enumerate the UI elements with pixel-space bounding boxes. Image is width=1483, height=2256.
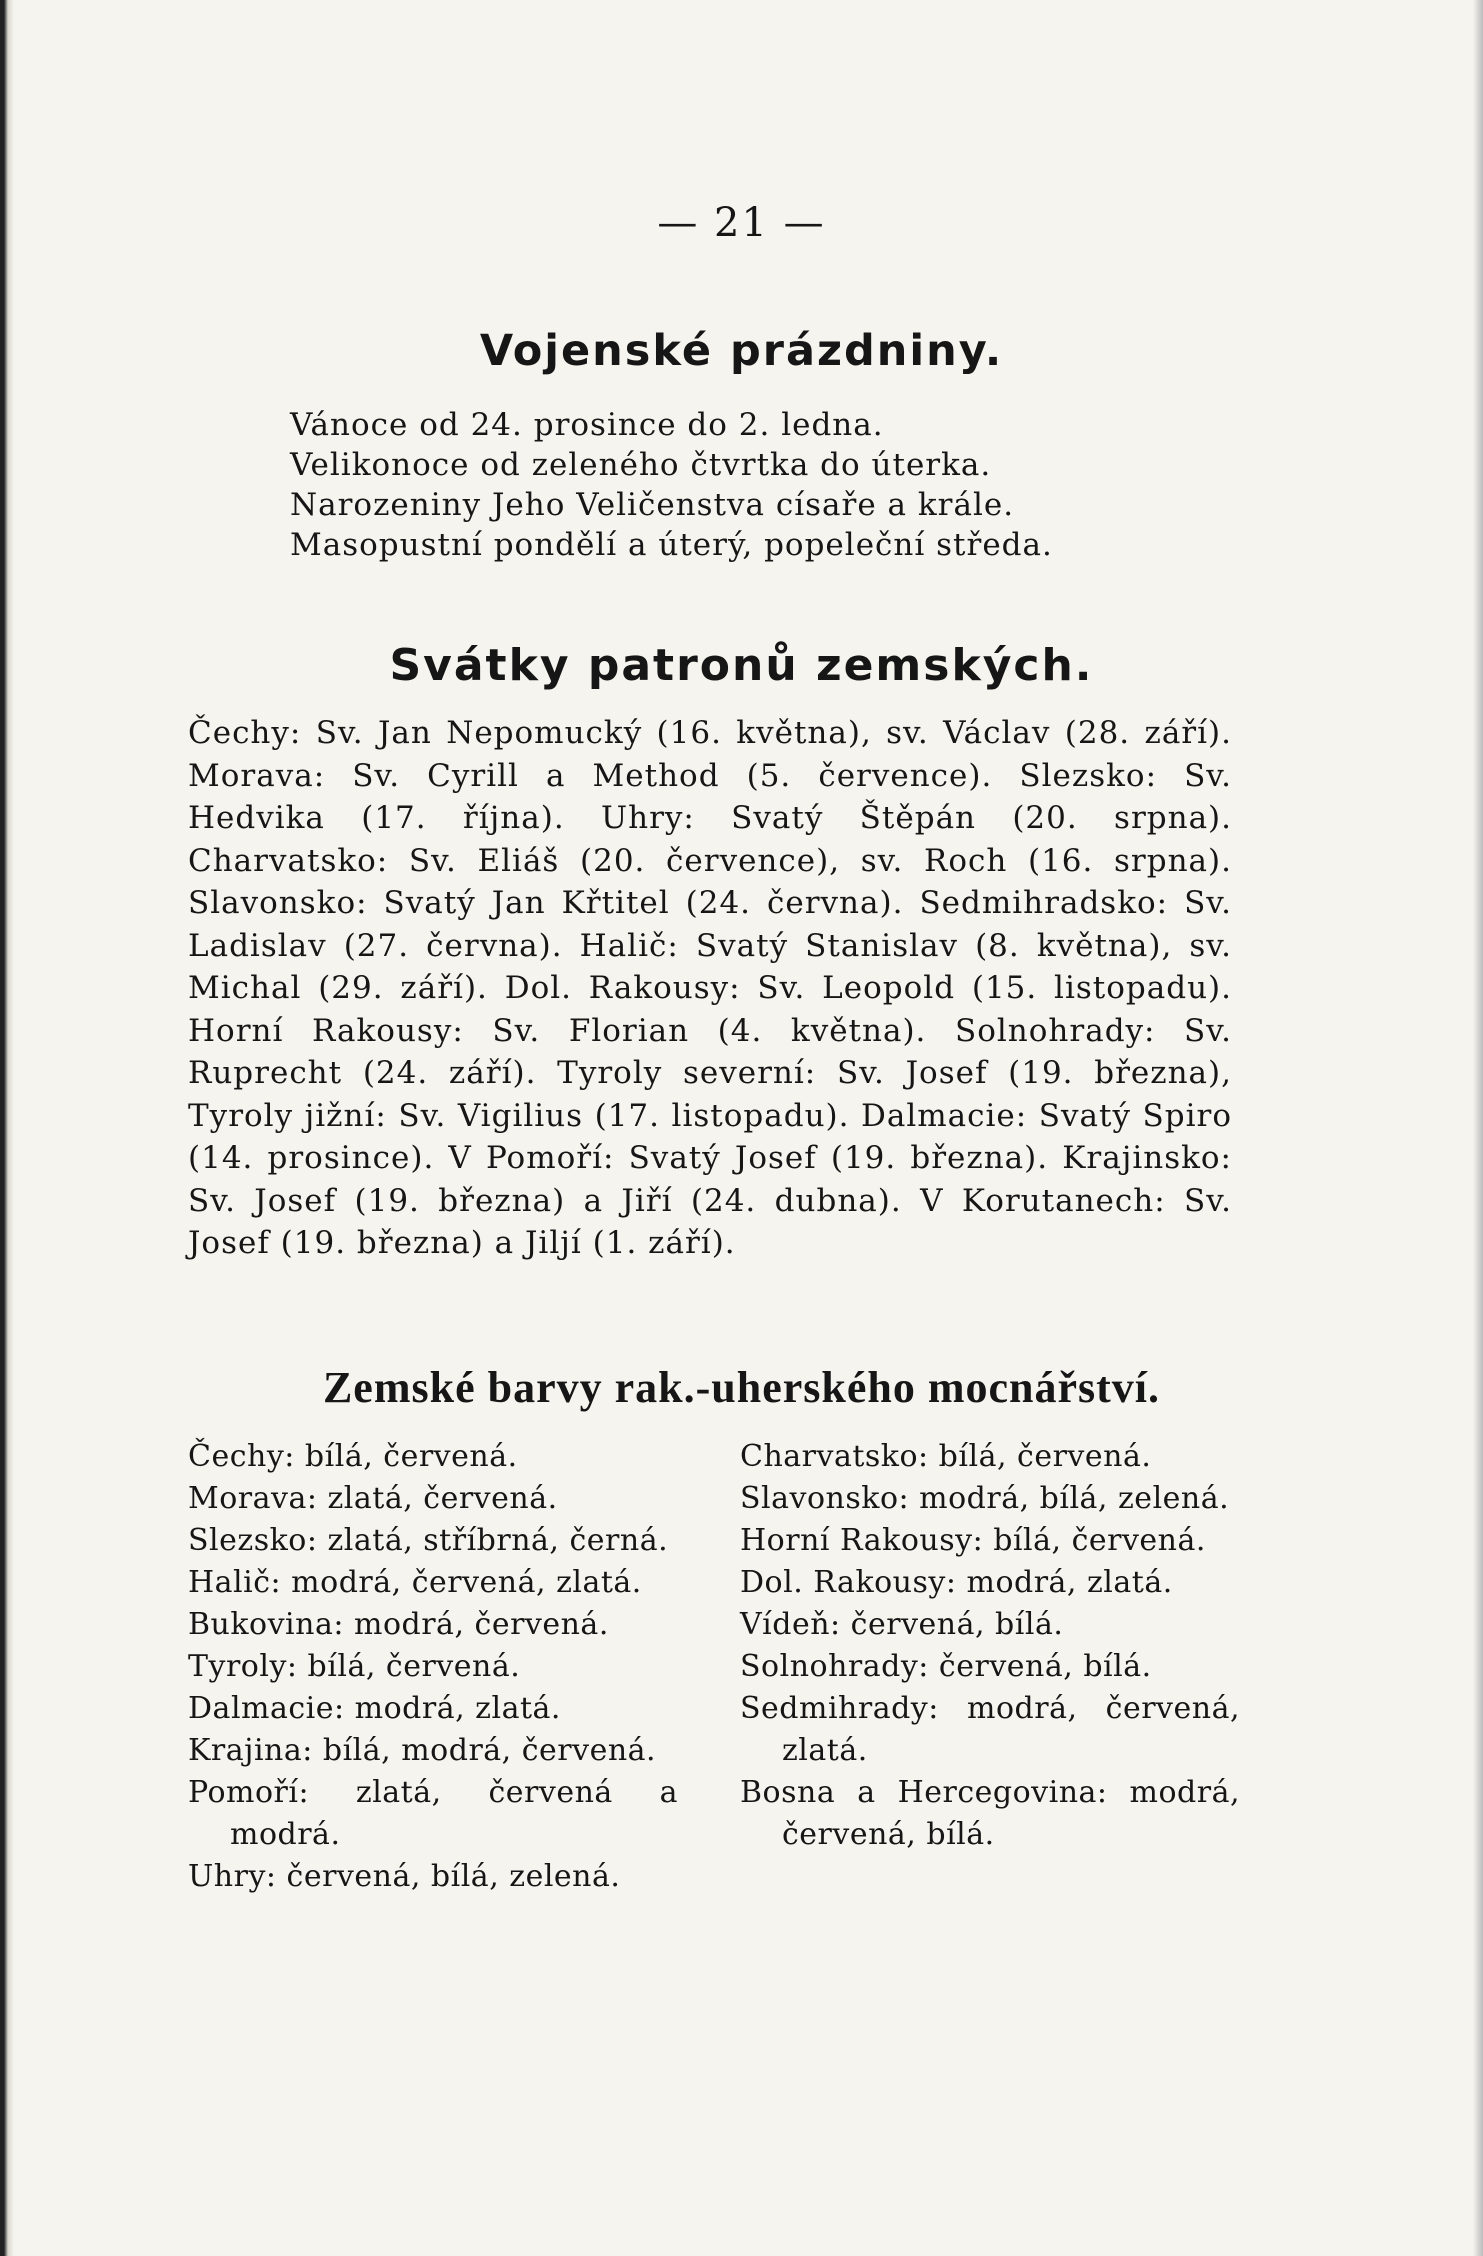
list-item: Masopustní pondělí a úterý, popeleční středa. — [290, 527, 1053, 563]
land-colors-left-column — [188, 1436, 678, 1898]
list-item: Charvatsko: bílá, červená. — [740, 1439, 1152, 1474]
page-number: — 21 — — [657, 200, 826, 246]
list-item: Slezsko: zlatá, stříbrná, černá. — [188, 1523, 669, 1558]
list-item: Bukovina: modrá, červená. — [188, 1607, 609, 1642]
list-item: Morava: zlatá, červená. — [188, 1481, 558, 1516]
section-title-patron-saints: Svátky patronů zemských. — [389, 640, 1094, 691]
list-item: Tyroly: bílá, červená. — [188, 1649, 521, 1684]
list-item: Sedmihrady: modrá, červená, zlatá. — [740, 1691, 1240, 1768]
military-holidays-list — [290, 405, 1053, 565]
land-colors-right-column — [740, 1436, 1240, 1856]
list-item: Uhry: červená, bílá, zelená. — [188, 1859, 621, 1894]
list-item: Slavonsko: modrá, bílá, zelená. — [740, 1481, 1230, 1516]
list-item: Vánoce od 24. prosince do 2. ledna. — [290, 407, 884, 443]
list-item: Dol. Rakousy: modrá, zlatá. — [740, 1565, 1173, 1600]
list-item: Dalmacie: modrá, zlatá. — [188, 1691, 561, 1726]
list-item: Horní Rakousy: bílá, červená. — [740, 1523, 1206, 1558]
list-item: Bosna a Hercegovina: modrá, červená, bílá. — [740, 1775, 1240, 1852]
list-item: Vídeň: červená, bílá. — [740, 1607, 1064, 1642]
list-item: Narozeniny Jeho Veličenstva císaře a krále. — [290, 487, 1015, 523]
list-item: Halič: modrá, červená, zlatá. — [188, 1565, 642, 1600]
section-title-military-holidays: Vojenské prázdniny. — [479, 326, 1004, 376]
list-item: Solnohrady: červená, bílá. — [740, 1649, 1152, 1684]
list-item: Krajina: bílá, modrá, červená. — [188, 1733, 657, 1768]
list-item: Velikonoce od zeleného čtvrtka do úterka. — [290, 447, 992, 483]
list-item: Čechy: bílá, červená. — [188, 1439, 518, 1474]
patron-saints-paragraph: Čechy: Sv. Jan Nepomucký (16. května), sv. Václav (28. září). Morava: Sv. Cyrill a Method (5. července). Slezsko: Sv. Hedvika (17. října). Uhry: Svatý Štěpán (20. srpna). Charvatsko: Sv. Eliáš (20. července), sv. Roch (16. srpna). Slavonsko: Svatý Jan Křtitel (24. června). Sedmihradsko: Sv. Ladislav (27. června). Halič: Svatý Stanislav (8. května), sv. Michal (29. září). Dol. Rakousy: Sv. Leopold (15. listopadu). Horní Rakousy: Sv. Florian (4. května). Solnohrady: Sv. Ruprecht (24. září). Tyroly severní: Sv. Josef (19. března), Tyroly jižní: Sv. Vigilius (17. listopadu). Dalmacie: Svatý Spiro (14. prosince). V Pomoří: Svatý Josef (19. března). Krajinsko: Sv. Josef (19. března) a Jiří (24. dubna). V Korutanech: Sv. Josef (19. března) a Jiljí (1. září). — [188, 715, 1232, 1261]
list-item: Pomoří: zlatá, červená a modrá. — [188, 1775, 678, 1852]
section-title-land-colors: Zemské barvy rak.-uherského mocnářství. — [322, 1363, 1161, 1412]
